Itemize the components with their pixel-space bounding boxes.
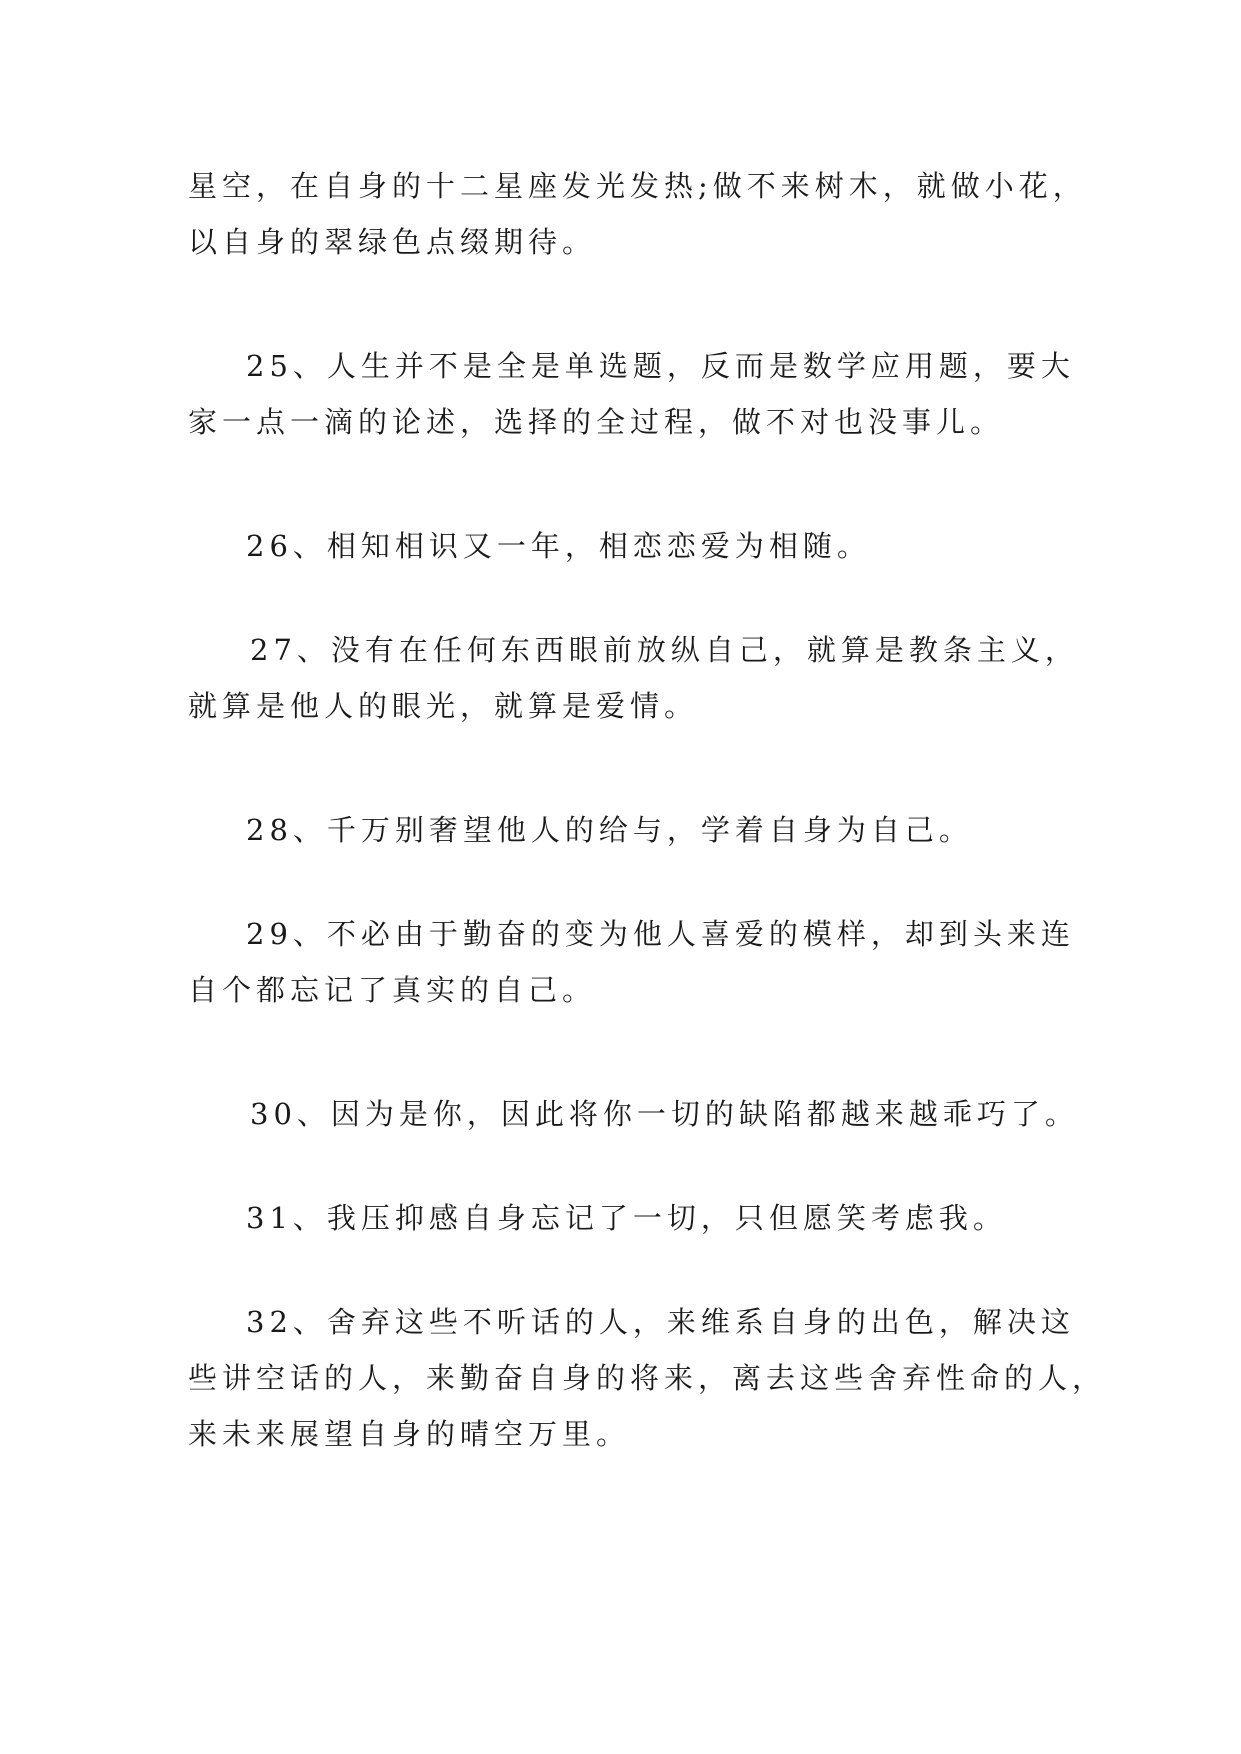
paragraph-28 [188, 802, 1068, 858]
paragraph-line: 星空，在自身的十二星座发光发热;做不来树木，就做小花， [188, 169, 1087, 203]
paragraph-line: 25、人生并不是全是单选题，反而是数学应用题，要大 [246, 349, 1075, 383]
paragraph-line: 27、没有在任何东西眼前放纵自己，就算是教条主义， [250, 633, 1079, 667]
paragraph-line: 31、我压抑感自身忘记了一切，只但愿笑考虑我。 [246, 1201, 1007, 1235]
paragraph-26 [188, 518, 1068, 574]
paragraph-31 [188, 1190, 1068, 1246]
paragraph-line: 就算是他人的眼光，就算是爱情。 [188, 689, 699, 723]
paragraph-line: 28、千万别奢望他人的给与，学着自身为自己。 [246, 813, 973, 847]
paragraph-line: 以自身的翠绿色点缀期待。 [188, 225, 597, 259]
paragraph-line: 29、不必由于勤奋的变为他人喜爱的模样，却到头来连 [246, 917, 1075, 951]
paragraph-line: 来未来展望自身的晴空万里。 [188, 1417, 631, 1451]
paragraph-line: 家一点一滴的论述，选择的全过程，做不对也没事儿。 [188, 405, 1005, 439]
paragraph-line: 些讲空话的人，来勤奋自身的将来，离去这些舍弃性命的人， [188, 1361, 1107, 1395]
paragraph-continuation [188, 158, 1087, 270]
paragraph-30 [188, 1086, 1079, 1142]
paragraph-25 [188, 338, 1075, 450]
paragraph-32 [188, 1294, 1107, 1462]
paragraph-29 [188, 906, 1075, 1018]
paragraph-line: 32、舍弃这些不听话的人，来维系自身的出色，解决这 [246, 1305, 1075, 1339]
paragraph-line: 26、相知相识又一年，相恋恋爱为相随。 [246, 529, 871, 563]
paragraph-line: 30、因为是你，因此将你一切的缺陷都越来越乖巧了。 [250, 1097, 1079, 1131]
paragraph-line: 自个都忘记了真实的自己。 [188, 973, 597, 1007]
paragraph-27 [188, 622, 1079, 734]
